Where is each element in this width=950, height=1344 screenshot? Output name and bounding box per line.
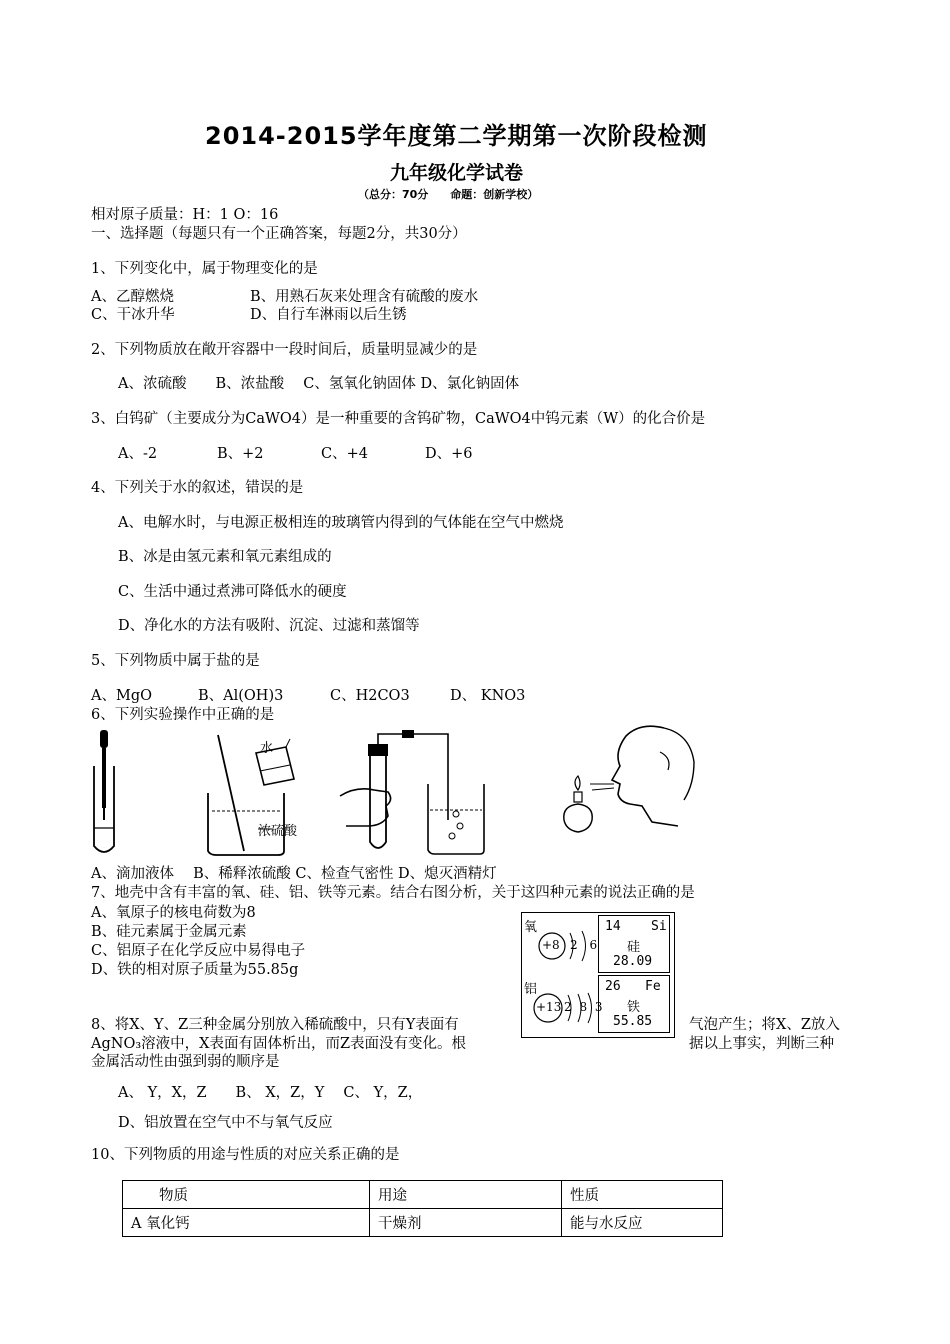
- q7-option-d: D、铁的相对原子质量为55.85g: [91, 962, 299, 978]
- silicon-mass: 28.09: [613, 954, 653, 969]
- table-cell: 干燥剂: [370, 1209, 562, 1237]
- table-header-cell: 用途: [370, 1181, 562, 1209]
- iron-mass: 55.85: [613, 1014, 653, 1029]
- q5-option-b: B、Al(OH)3: [198, 688, 284, 704]
- label-water: 水: [260, 741, 274, 756]
- q1-stem: 1、下列变化中，属于物理变化的是: [91, 261, 318, 277]
- q3-option-b: B、+2: [217, 446, 264, 462]
- q4-option-d: D、净化水的方法有吸附、沉淀、过滤和蒸馏等: [118, 618, 420, 634]
- q2-stem: 2、下列物质放在敞开容器中一段时间后，质量明显减少的是: [91, 342, 478, 358]
- q7-stem: 7、地壳中含有丰富的氧、硅、铝、铁等元素。结合右图分析，关于这四种元素的说法正确的是: [91, 885, 695, 901]
- q3-stem: 3、白钨矿（主要成分为CaWO4）是一种重要的含钨矿物，CaWO4中钨元素（W）的化合价是: [91, 411, 706, 427]
- silicon-cell: [598, 915, 670, 973]
- aluminum-shells: 2 8 3: [564, 1000, 605, 1014]
- q6-options: A、滴加液体 B、稀释浓硫酸 C、检查气密性 D、熄灭酒精灯: [91, 866, 497, 882]
- q10-table: [122, 1180, 723, 1237]
- section-heading: 一、选择题（每题只有一个正确答案，每题2分，共30分）: [91, 226, 467, 242]
- aluminum-nucleus: +13: [536, 1000, 562, 1014]
- q3-option-a: A、-2: [118, 446, 158, 462]
- q5-option-a: A、MgO: [91, 688, 152, 704]
- q8-option-d: D、铝放置在空气中不与氧气反应: [118, 1115, 333, 1131]
- q5-stem: 5、下列物质中属于盐的是: [91, 653, 260, 669]
- q4-stem: 4、下列关于水的叙述，错误的是: [91, 480, 304, 496]
- atomic-masses: 相对原子质量：H：1 O：16: [91, 207, 279, 223]
- label-conc-acid: 浓硫酸: [258, 824, 298, 839]
- exam-meta: （总分：70分 命题：创新学校）: [358, 188, 539, 201]
- iron-symbol: Fe: [645, 979, 661, 994]
- q3-option-c: C、+4: [321, 446, 368, 462]
- iron-number: 26: [605, 979, 621, 994]
- q4-option-a: A、电解水时，与电源正极相连的玻璃管内得到的气体能在空气中燃烧: [118, 515, 564, 531]
- table-header-row: [123, 1181, 723, 1209]
- q8-options: A、 Y，X，Z B、 X，Z，Y C、 Y，Z，: [118, 1085, 423, 1101]
- iron-name: 铁: [627, 1000, 641, 1015]
- table-header-cell: 性质: [562, 1181, 723, 1209]
- q1-option-c: C、干冰升华: [91, 307, 175, 323]
- table-cell: 能与水反应: [562, 1209, 723, 1237]
- q1-option-d: D、自行车淋雨以后生锈: [250, 307, 407, 323]
- silicon-name: 硅: [627, 940, 641, 955]
- q8-line1: 8、将X、Y、Z三种金属分别放入稀硫酸中，只有Y表面有: [91, 1017, 459, 1033]
- q8-line3: 金属活动性由强到弱的顺序是: [91, 1054, 280, 1070]
- table-cell: A 氧化钙: [123, 1209, 370, 1237]
- oxygen-nucleus: +8: [542, 938, 560, 952]
- q3-option-d: D、+6: [425, 446, 473, 462]
- oxygen-shells: 2 6: [570, 938, 602, 952]
- alcohol-lamp-figure: [560, 722, 700, 852]
- q7-option-c: C、铝原子在化学反应中易得电子: [91, 943, 306, 959]
- silicon-symbol: Si: [651, 919, 667, 934]
- airtightness-figure: [338, 730, 498, 860]
- silicon-number: 14: [605, 919, 621, 934]
- q1-option-b: B、用熟石灰来处理含有硫酸的废水: [250, 289, 479, 305]
- exam-title: 2014-2015学年度第二学期第一次阶段检测: [205, 122, 708, 150]
- oxygen-label: 氧: [524, 920, 538, 935]
- q4-option-b: B、冰是由氢元素和氧元素组成的: [118, 549, 332, 565]
- q8-line1-right: 气泡产生；将X、Z放入: [689, 1017, 840, 1033]
- dropper-figure: [88, 728, 128, 858]
- q7-option-b: B、硅元素属于金属元素: [91, 924, 247, 940]
- aluminum-label: 铝: [524, 982, 538, 997]
- q8-line2: AgNO₃溶液中，X表面有固体析出，而Z表面没有变化。根: [91, 1036, 467, 1052]
- q7-option-a: A、氧原子的核电荷数为8: [91, 905, 256, 921]
- q4-option-c: C、生活中通过煮沸可降低水的硬度: [118, 584, 347, 600]
- q1-option-a: A、乙醇燃烧: [91, 289, 174, 305]
- q8-line2-right: 据以上事实，判断三种: [689, 1036, 834, 1052]
- element-figure: [521, 912, 675, 1038]
- q5-option-c: C、H2CO3: [330, 688, 410, 704]
- iron-cell: [598, 975, 670, 1033]
- table-header-cell: 物质: [123, 1181, 370, 1209]
- q5-option-d: D、 KNO3: [450, 688, 526, 704]
- q6-stem: 6、下列实验操作中正确的是: [91, 707, 275, 723]
- q10-stem: 10、下列物质的用途与性质的对应关系正确的是: [91, 1147, 400, 1163]
- exam-subtitle: 九年级化学试卷: [390, 162, 524, 184]
- table-row: [123, 1209, 723, 1237]
- q2-options: A、浓硫酸 B、浓盐酸 C、氢氧化钠固体 D、氯化钠固体: [118, 376, 520, 392]
